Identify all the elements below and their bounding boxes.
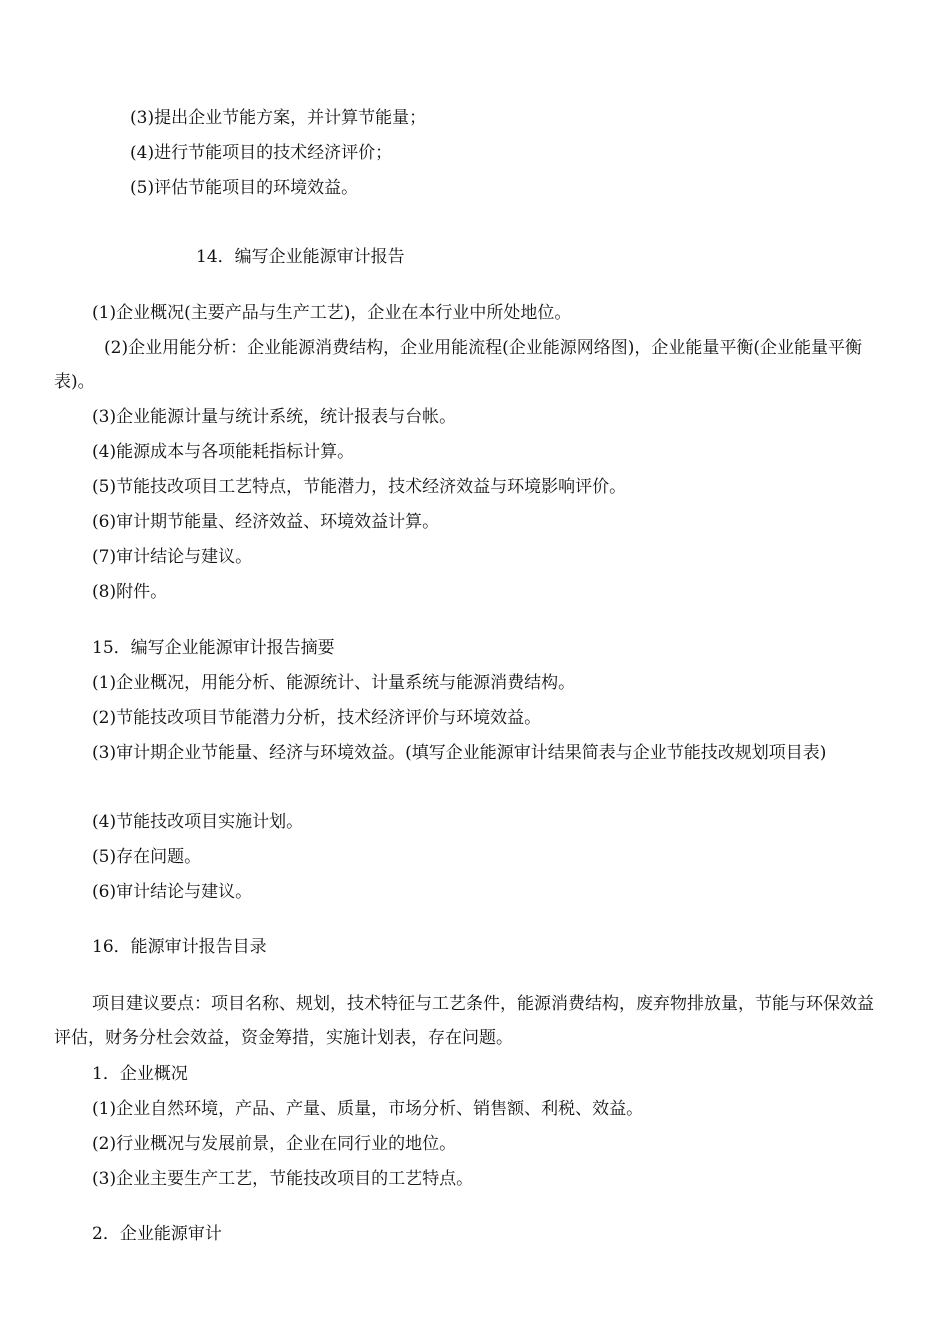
s16-intro: 项目建议要点：项目名称、规划，技术特征与工艺条件，能源消费结构，废弃物排放量，节能与环保效益评估，财务分杜会效益，资金筹措，实施计划表，存在问题。 bbox=[54, 994, 874, 1048]
s14-item-8: (8)附件。 bbox=[92, 582, 168, 602]
s16-sub1-item-2: (2)行业概况与发展前景，企业在同行业的地位。 bbox=[92, 1134, 457, 1154]
s14-item-3: (3)企业能源计量与统计系统，统计报表与台帐。 bbox=[92, 407, 457, 427]
s13-item-4: (4)进行节能项目的技术经济评价； bbox=[130, 143, 393, 163]
section16-heading: 16．能源审计报告目录 bbox=[92, 937, 267, 957]
s15-item-2: (2)节能技改项目节能潜力分析，技术经济评价与环境效益。 bbox=[92, 708, 542, 728]
s16-sub1-heading: 1．企业概况 bbox=[92, 1064, 188, 1084]
s13-item-3: (3)提出企业节能方案，并计算节能量； bbox=[130, 108, 427, 128]
s16-sub2-heading: 2．企业能源审计 bbox=[92, 1224, 222, 1244]
s15-item-1: (1)企业概况，用能分析、能源统计、计量系统与能源消费结构。 bbox=[92, 673, 576, 693]
s14-item-5: (5)节能技改项目工艺特点，节能潜力，技术经济效益与环境影响评价。 bbox=[92, 477, 627, 497]
s15-item-6: (6)审计结论与建议。 bbox=[92, 882, 253, 902]
s15-item-4: (4)节能技改项目实施计划。 bbox=[92, 812, 304, 832]
s16-sub1-item-3: (3)企业主要生产工艺，节能技改项目的工艺特点。 bbox=[92, 1169, 474, 1189]
s14-item-2: (2)企业用能分析：企业能源消费结构，企业用能流程(企业能源网络图)，企业能量平衡(企业能量平衡表)。 bbox=[54, 338, 862, 392]
s14-item-6: (6)审计期节能量、经济效益、环境效益计算。 bbox=[92, 512, 440, 532]
s13-item-5: (5)评估节能项目的环境效益。 bbox=[130, 178, 359, 198]
section15-heading: 15．编写企业能源审计报告摘要 bbox=[92, 638, 335, 658]
s15-item-5: (5)存在问题。 bbox=[92, 847, 202, 867]
s15-item-3: (3)审计期企业节能量、经济与环境效益。(填写企业能源审计结果简表与企业节能技改规划项目表) bbox=[92, 743, 827, 763]
s14-item-7: (7)审计结论与建议。 bbox=[92, 547, 253, 567]
s14-item-4: (4)能源成本与各项能耗指标计算。 bbox=[92, 442, 355, 462]
s16-sub1-item-1: (1)企业自然环境，产品、产量、质量，市场分析、销售额、利税、效益。 bbox=[92, 1099, 644, 1119]
s14-item-1: (1)企业概况(主要产品与生产工艺)，企业在本行业中所处地位。 bbox=[92, 303, 572, 323]
section14-heading: 14．编写企业能源审计报告 bbox=[196, 247, 405, 267]
